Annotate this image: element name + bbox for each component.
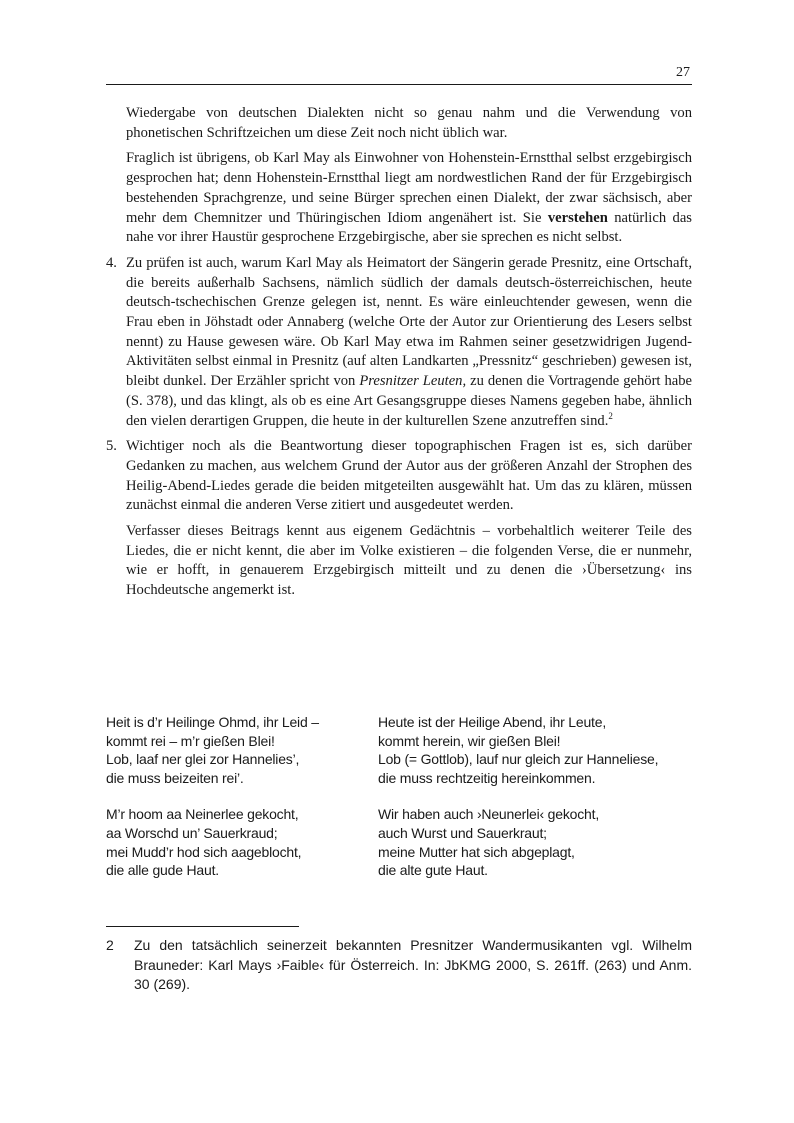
poem-line: Heit is d’r Heilinge Ohmd, ihr Leid – xyxy=(106,714,319,730)
paragraph-hohenstein xyxy=(126,149,692,248)
paragraph-verses-intro: Verfasser dieses Beitrags kennt aus eigenem Gedächtnis – vorbehaltlich weiterer Teile des Liedes, die er nicht kennt, die aber im Volke existieren – die folgenden Verse, die er nunmehr, wie er hofft, in genauerem Erzgebirgisch mitteilt und zu denen die ›Übersetzung‹ ins Hochdeutsche angemerkt ist. xyxy=(126,523,692,599)
list-body-5 xyxy=(126,437,692,601)
paragraph-presnitz xyxy=(126,254,692,431)
poem xyxy=(106,713,696,898)
poem-column-dialect xyxy=(106,805,378,879)
poem-line: Lob (= Gottlob), lauf nur gleich zur Hanneliese, xyxy=(378,751,659,768)
body-text xyxy=(106,104,692,601)
poem-line: Lob, laaf ner glei zor Hannelies’, xyxy=(106,751,300,768)
item-4-text-before: Zu prüfen ist auch, warum Karl May als Heimatort der Sängerin gerade Presnitz, eine Ortschaft, die bereits außerhalb Sachsens, nämlich südlich der damals deutsch-österreichischen, heute deutsch-tschechischen Grenze gelegen ist, nennt. Es wäre einleuchtender gewesen, wenn die Frau eben in Jöhstadt oder Annaberg (welche Orte der Autor zur Orientierung des Lesers selbst nennt) zu Hause gewesen wäre. Ob Karl May etwa im Rahmen seiner gesetzwidrigen Jugend-Aktivitäten selbst einmal in Presnitz (auf alten Landkarten „Pressnitz“ geschrieben) gewesen ist, bleibt dunkel. Der Erzähler spricht von xyxy=(126,254,692,390)
poem-line: kommt herein, wir gießen Blei! xyxy=(378,732,561,749)
poem-line: auch Wurst und Sauerkraut; xyxy=(378,824,547,841)
footnote-number: 2 xyxy=(106,937,114,953)
header-rule xyxy=(106,84,692,85)
footnote-text: Zu den tatsächlich seinerzeit bekannten Presnitzer Wandermusikanten vgl. Wilhelm Brauneder: Karl Mays ›Faible‹ für Österreich. In: JbKMG 2000, S. 261ff. (263) und Anm. 30 (269). xyxy=(134,937,692,992)
poem-column-dialect xyxy=(106,713,378,787)
list-item-5 xyxy=(106,437,692,601)
footnote-rule xyxy=(106,926,299,927)
list-body-4 xyxy=(126,254,692,431)
paragraph-dialect-note: Wiedergabe von deutschen Dialekten nicht so genau nahm und die Verwendung von phonetischen Schriftzeichen um diese Zeit noch nicht üblich war. xyxy=(126,105,692,141)
footnote xyxy=(106,936,692,995)
poem-column-german xyxy=(378,805,650,879)
poem-line: Heute ist der Heilige Abend, ihr Leute, xyxy=(378,714,607,730)
list-number-5: 5. xyxy=(106,438,117,455)
poem-line: Wir haben auch ›Neunerlei‹ gekocht, xyxy=(378,806,600,823)
list-number-4: 4. xyxy=(106,254,117,271)
poem-column-german xyxy=(378,713,659,787)
footnote-reference: 2 xyxy=(608,410,613,421)
item-4-italic-phrase: Presnitzer Leuten, xyxy=(359,373,467,390)
poem-stanza-2 xyxy=(106,805,696,879)
poem-line: die muss rechtzeitig hereinkommen. xyxy=(378,769,596,786)
poem-line: mei Mudd’r hod sich aageblocht, xyxy=(106,843,302,860)
para-2-text-before: Fraglich ist übrigens, ob Karl May als Einwohner von Hohenstein-Ernstthal selbst erzgebirgisch gesprochen hat; denn Hohenstein-Ernstthal liegt am nordwestlichen Rand der für Erzgebirgisch bestehenden Sprachgrenze, und seine Bürger sprechen einen Dialekt, der zwar sächsisch, aber mehr dem Chemnitzer und Thüringischen Idiom angenähert ist. Sie xyxy=(126,150,692,226)
poem-line: meine Mutter hat sich abgeplagt, xyxy=(378,843,575,860)
poem-line: kommt rei – m’r gießen Blei! xyxy=(106,732,275,749)
poem-line: die alte gute Haut. xyxy=(378,862,488,879)
poem-line: aa Worschd un’ Sauerkraud; xyxy=(106,824,278,841)
para-2-bold-word: verstehen xyxy=(547,209,608,226)
poem-line: die alle gude Haut. xyxy=(106,862,219,879)
poem-line: M’r hoom aa Neinerlee gekocht, xyxy=(106,806,299,823)
para-2-text-after: natürlich das nahe vor ihrer Haustür gesprochene Erzgebirgische, aber sie sprechen es nicht selbst. xyxy=(126,209,692,246)
list-item-4 xyxy=(106,254,692,431)
paragraph-topographic: Wichtiger noch als die Beantwortung dieser topographischen Fragen ist es, sich darüber Gedanken zu machen, aus welchem Grund der Autor aus der größeren Anzahl der Strophen des Heilig-Abend-Liedes gerade die beiden mitgeteilten ausgewählt hat. Um das zu klären, müssen zunächst einmal die anderen Verse zitiert und ausgedeutet werden. xyxy=(126,438,692,514)
poem-stanza-1 xyxy=(106,713,696,787)
page-number: 27 xyxy=(676,65,690,80)
poem-line: die muss beizeiten rei’. xyxy=(106,769,244,786)
item-4-text-after: zu denen die Vortragende gehört habe (S. 378), und das klingt, als ob es eine Art Gesangsgruppe dieses Namens gegeben habe, ähnlich den vielen derartigen Gruppen, die heute in der kulturellen Szene anzutreffen sind. xyxy=(126,373,693,429)
